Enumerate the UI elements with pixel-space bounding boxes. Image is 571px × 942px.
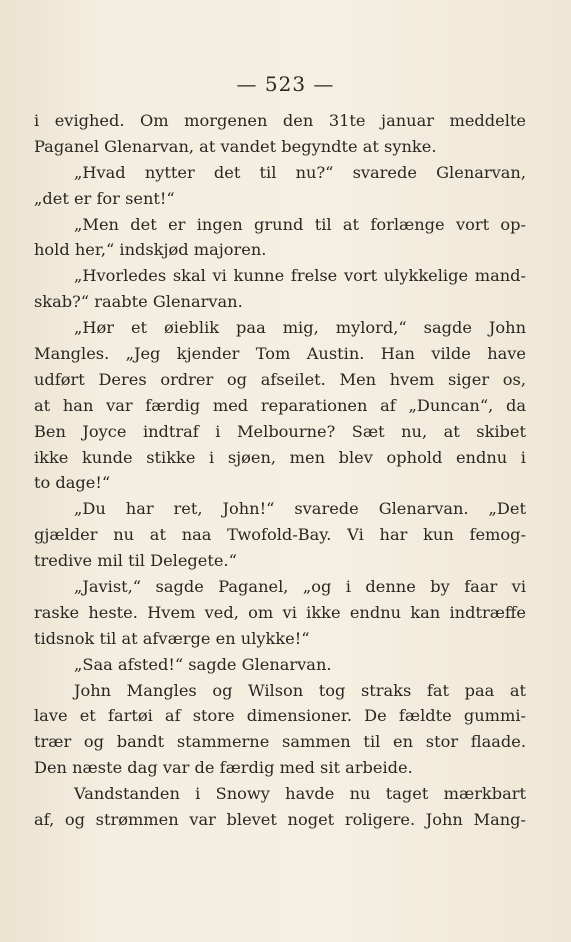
- text-line: „Hør et øieblik paa mig, mylord,“ sagde John: [74, 318, 526, 338]
- text-line: gjælder nu at naa Twofold-Bay. Vi har kun femog-: [34, 525, 526, 545]
- text-line: trær og bandt stammerne sammen til en stor flaade.: [34, 732, 526, 752]
- text-line: Ben Joyce indtraf i Melbourne? Sæt nu, at skibet: [34, 421, 526, 441]
- text-line: Vandstanden i Snowy havde nu taget mærkbart: [74, 784, 526, 804]
- text-line: tidsnok til at afværge en ulykke!“: [34, 628, 310, 648]
- text-line: „Saa afsted!“ sagde Glenarvan.: [74, 654, 332, 674]
- text-line: John Mangles og Wilson tog straks fat paa at: [74, 680, 526, 700]
- text-line: skab?“ raabte Glenarvan.: [34, 292, 243, 312]
- text-line: lave et fartøi af store dimensioner. De fældte gummi-: [34, 706, 526, 726]
- body-text: [34, 108, 526, 833]
- text-line: „Hvad nytter det til nu?“ svarede Glenarvan,: [74, 162, 526, 182]
- text-line: ikke kunde stikke i sjøen, men blev ophold endnu i: [34, 447, 526, 467]
- text-line: Paganel Glenarvan, at vandet begyndte at synke.: [34, 136, 437, 156]
- text-line: udført Deres ordrer og afseilet. Men hvem siger os,: [34, 369, 526, 389]
- text-line: to dage!“: [34, 473, 111, 493]
- text-line: „Du har ret, John!“ svarede Glenarvan. „Det: [74, 499, 526, 519]
- page-number: — 523 —: [236, 72, 335, 96]
- text-line: raske heste. Hvem ved, om vi ikke endnu kan indtræffe: [34, 602, 526, 622]
- text-line: tredive mil til Delegete.“: [34, 551, 237, 571]
- text-line: „Men det er ingen grund til at forlænge vort op-: [74, 214, 526, 234]
- text-line: „Javist,“ sagde Paganel, „og i denne by faar vi: [74, 577, 526, 597]
- text-line: at han var færdig med reparationen af „Duncan“, da: [34, 395, 526, 415]
- text-line: Den næste dag var de færdig med sit arbeide.: [34, 758, 413, 778]
- text-line: hold her,“ indskjød majoren.: [34, 240, 267, 260]
- text-line: i evighed. Om morgenen den 31te januar meddelte: [34, 111, 526, 130]
- text-line: „Hvorledes skal vi kunne frelse vort ulykkelige mand-: [74, 266, 526, 286]
- text-line: af, og strømmen var blevet noget roligere. John Mang-: [34, 810, 526, 830]
- text-line: „det er for sent!“: [34, 188, 175, 208]
- text-line: Mangles. „Jeg kjender Tom Austin. Han vilde have: [34, 344, 526, 364]
